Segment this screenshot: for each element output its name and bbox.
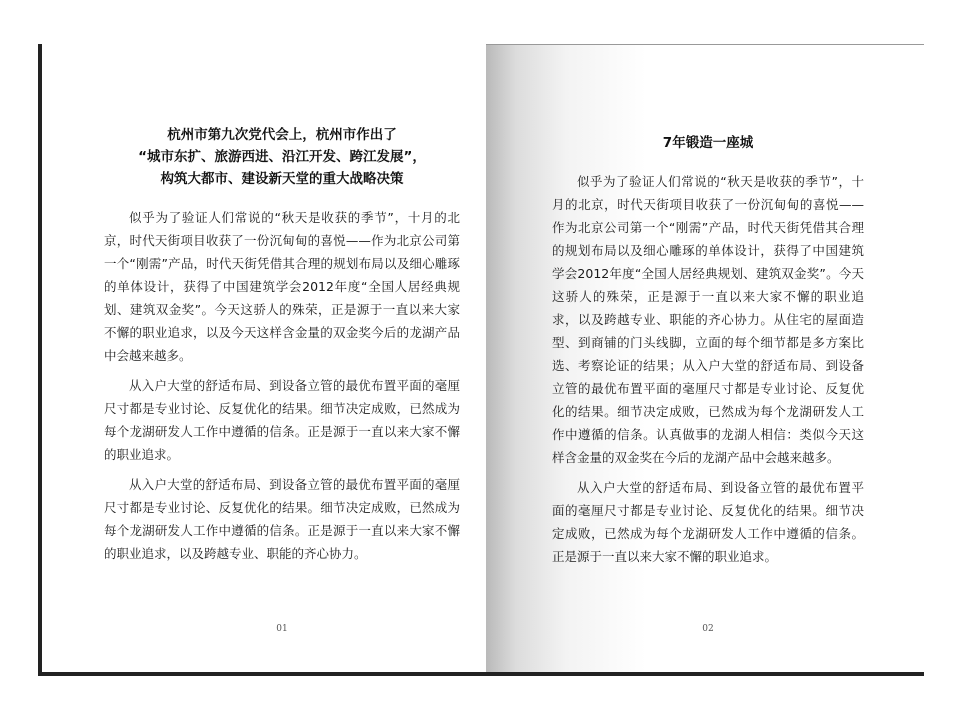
open-book [38, 44, 924, 676]
left-page-heading [104, 124, 460, 190]
right-page [486, 44, 924, 672]
book-bottom-edge [38, 672, 924, 676]
left-paragraph-1: 似乎为了验证人们常说的“秋天是收获的季节”，十月的北京，时代天街项目收获了一份沉甸甸的喜悦——作为北京公司第一个“刚需”产品，时代天街凭借其合理的规划布局以及细心雕琢的单体设计，获得了中国建筑学会2012年度“全国人居经典规划、建筑双金奖”。今天这骄人的殊荣，正是源于一直以来大家不懈的职业追求，以及今天这样含金量的双金奖今后的龙湖产品中会越来越多。 [104, 210, 460, 363]
left-heading-line-1: 杭州市第九次党代会上，杭州市作出了 [167, 127, 397, 143]
right-paragraph-1: 似乎为了验证人们常说的“秋天是收获的季节”，十月的北京，时代天街项目收获了一份沉甸甸的喜悦——作为北京公司第一个“刚需”产品，时代天街凭借其合理的规划布局以及细心雕琢的单体设计，获得了中国建筑学会2012年度“全国人居经典规划、建筑双金奖”。今天这骄人的殊荣，正是源于一直以来大家不懈的职业追求，以及跨越专业、职能的齐心协力。从住宅的屋面造型、到商铺的门头线脚，立面的每个细节都是多方案比选、考察论证的结果；从入户大堂的舒适布局、到设备立管的最优布置平面的毫厘尺寸都是专业讨论、反复优化的结果。细节决定成败，已然成为每个龙湖研发人工作中遵循的信条。认真做事的龙湖人相信：类似今天这样含金量的双金奖在今后的龙湖产品中会越来越多。 [552, 174, 864, 465]
left-heading-line-3: 构筑大都市、建设新天堂的重大战略决策 [160, 171, 404, 187]
left-paragraph-2: 从入户大堂的舒适布局、到设备立管的最优布置平面的毫厘尺寸都是专业讨论、反复优化的结果。细节决定成败，已然成为每个龙湖研发人工作中遵循的信条。正是源于一直以来大家不懈的职业追求。 [104, 378, 460, 462]
left-page [42, 44, 486, 672]
right-page-top-edge [486, 44, 924, 45]
right-page-heading: 7年锻造一座城 [662, 135, 754, 151]
right-page-number: 02 [702, 624, 714, 634]
left-paragraph-3: 从入户大堂的舒适布局、到设备立管的最优布置平面的毫厘尺寸都是专业讨论、反复优化的结果。细节决定成败，已然成为每个龙湖研发人工作中遵循的信条。正是源于一直以来大家不懈的职业追求，以及跨越专业、职能的齐心协力。 [104, 477, 460, 561]
right-paragraph-2: 从入户大堂的舒适布局、到设备立管的最优布置平面的毫厘尺寸都是专业讨论、反复优化的结果。细节决定成败，已然成为每个龙湖研发人工作中遵循的信条。正是源于一直以来大家不懈的职业追求。 [552, 480, 864, 564]
left-page-number: 01 [276, 624, 288, 634]
left-heading-line-2: “城市东扩、旅游西进、沿江开发、跨江发展”， [138, 149, 426, 165]
